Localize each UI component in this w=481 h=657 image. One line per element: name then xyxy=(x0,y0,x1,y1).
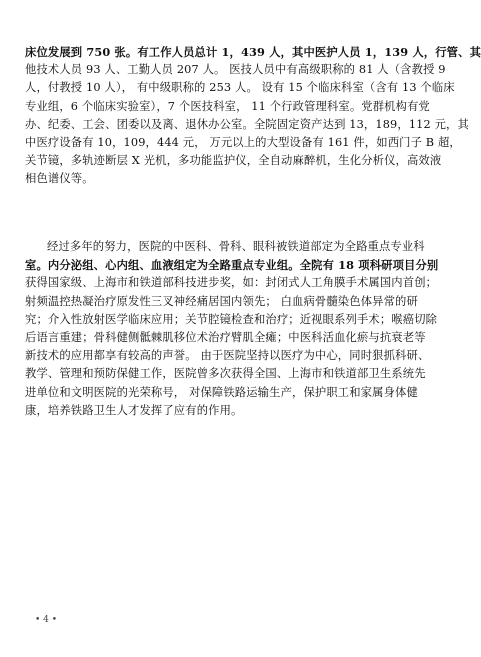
text-line: 新技术的应用都享有较高的声誉。 由于医院坚持以医疗为中心，同时狠抓科研、 xyxy=(25,349,430,363)
text-line: 教学、管理和预防保健工作，医院曾多次获得全国、上海市和铁道部卫生系统先 xyxy=(25,367,426,381)
text-line: 获得国家级、上海市和铁道部科技进步奖，如：封闭式人工角膜手术属国内首创； xyxy=(25,276,438,290)
text-line: 办、纪委、工会、团委以及离、退休办公室。全院固定资产达到 13，189，112 元，其 xyxy=(25,117,469,131)
paragraph-2 xyxy=(25,238,439,420)
text-line: 关节镜，多轨迹断层 X 光机，多功能监护仪，全自动麻醉机，生化分析仪，高效液 xyxy=(25,154,442,168)
text-line: 相色谱仪等。 xyxy=(25,172,94,186)
page-number: • 4 • xyxy=(35,615,58,625)
text-line: 后语言重建；骨科健侧骶棘肌移位术治疗臂肌全瘫；中医科活血化瘀与抗衰老等 xyxy=(25,331,426,345)
text-line: 经过多年的努力，医院的中医科、骨科、眼科被铁道部定为全路重点专业科 xyxy=(47,240,425,253)
text-line: 进单位和文明医院的光荣称号， 对保障铁路运输生产，保护职工和家属身体健 xyxy=(25,385,418,399)
text-line: 床位发展到 750 张。有工作人员总计 1，439 人，其中医护人员 1，139 人，行管、其 xyxy=(25,45,481,59)
text-line: 中医疗设备有 10，109，444 元， 万元以上的大型设备有 161 件，如西门子 B 超， xyxy=(25,136,461,150)
text-line: 人，付教授 10 人）， 有中级职称的 253 人。 设有 15 个临床科室（含有 13 个临床 xyxy=(25,81,455,95)
text-line: 究；介入性放射医学临床应用；关节腔镜检查和治疗；近视眼系列手术；喉癌切除 xyxy=(25,312,438,326)
text-line: 射频温控热凝治疗原发性三叉神经痛居国内领先； 白血病骨髓染色体异常的研 xyxy=(25,294,418,308)
text-line: 室。内分泌组、心内组、血液组定为全路重点专业组。全院有 18 项科研项目分别 xyxy=(25,258,439,273)
paragraph-1 xyxy=(25,43,481,189)
text-line: 他技术人员 93 人、工勤人员 207 人。 医技人员中有高级职称的 81 人（含教授 9 xyxy=(25,63,446,77)
text-line: 专业组，6 个临床实验室），7 个医技科室， 11 个行政管理科室。党群机构有党 xyxy=(25,99,430,113)
text-line: 康，培养铁路卫生人才发挥了应有的作用。 xyxy=(25,403,243,417)
